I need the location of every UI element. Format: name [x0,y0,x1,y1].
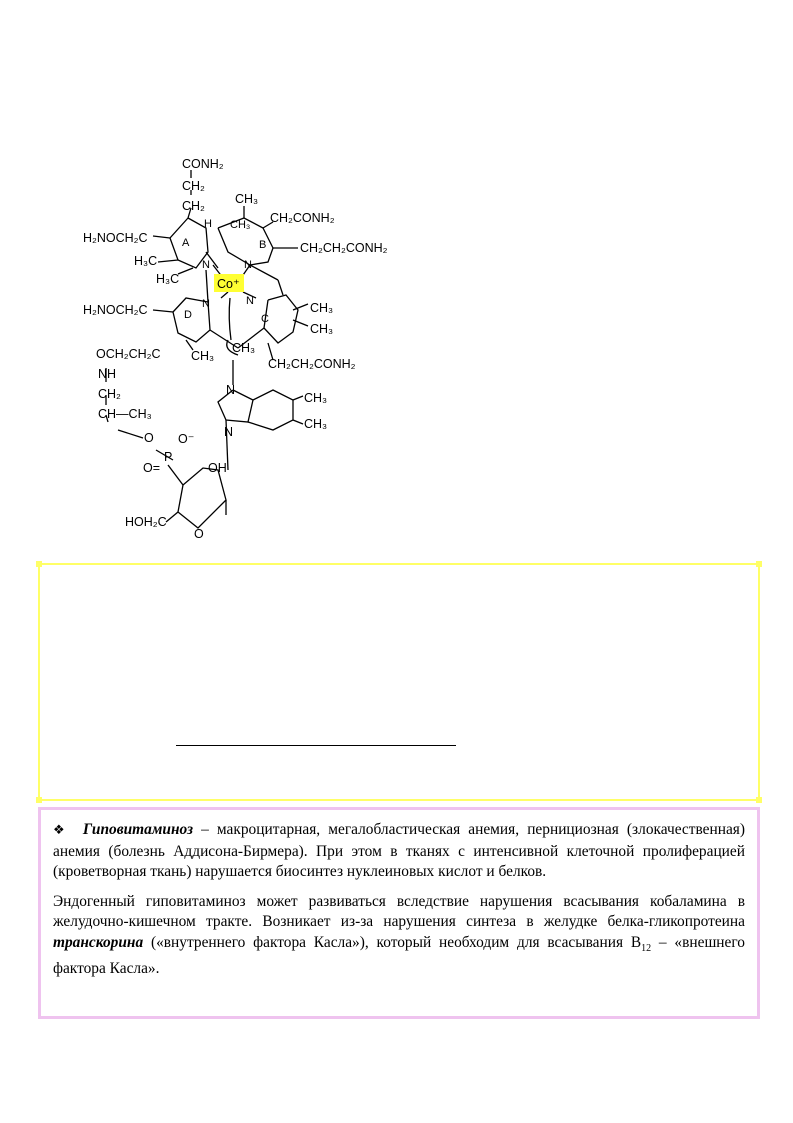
term-hypovitaminosis: Гиповитаминоз [82,821,193,838]
group-ch2ch2conh2-right: CH₂CH₂CONH₂ [300,241,388,255]
b12-subscript: 12 [641,942,652,954]
group-o-ring: O [194,527,204,540]
group-oh: OH [208,461,227,475]
hypovitaminosis-paragraph [53,820,745,883]
frame-corner [756,797,762,803]
group-ch2conh2-right: CH₂CONH₂ [270,211,335,225]
hypovitaminosis-text: – макроцитарная, мегалобластическая анемия, пернициозная (злокачественная) анемия (болезнь Аддисона-Бирмера). При этом в тканях с интенсивной клеточной пролиферацией (кроветворная ткань) нарушается биосинтез нуклеиновых кислот и белков. [53,821,746,880]
ring-d-label: D [184,309,192,321]
endogenous-text-c: – «внешнего фактора Касла». [53,933,745,978]
ring-c-label: C [261,313,269,325]
term-transcorin: транскорина [53,933,144,951]
group-h3c-2: H₃C [156,272,180,286]
group-h2noch2c-upper: H₂NOCH₂C [83,231,148,245]
group-ch3-c1: CH₃ [310,301,334,315]
group-hoh2c: HOH₂C [125,515,167,529]
group-ch3-bz2: CH₃ [304,417,328,431]
hypovitaminosis-box [38,807,760,1019]
nitrogen-3: N [202,298,210,310]
group-ch2-3: CH₂ [98,387,121,401]
group-ch3-bz1: CH₃ [304,391,328,405]
nitrogen-4: N [246,295,254,307]
cobalamin-structure-drawing [78,150,408,540]
frame-corner [36,797,42,803]
frame-corner [36,561,42,567]
group-o-double: O= [143,461,161,475]
group-ch2-2: CH₂ [182,199,205,213]
group-h-top: H [204,218,212,230]
group-ch3-c2: CH₃ [310,322,334,336]
ring-a-label: A [182,237,190,249]
blank-underline [176,745,456,746]
group-conh2-top: CONH₂ [182,157,224,171]
cobalt-label: Co⁺ [217,277,240,291]
group-p: P [164,450,173,464]
group-ch3-top: CH₃ [235,192,259,206]
endogenous-text-b: («внутреннего фактора Касла»), который необходим для всасывания B [143,933,642,951]
group-h3c-1: H₃C [134,254,158,268]
cobalamin-structure [78,150,408,540]
diamond-bullet-icon: ❖ [53,823,69,838]
group-nh: NH [98,367,117,381]
group-h2noch2c-lower: H₂NOCH₂C [83,303,148,317]
group-o-ester: O [144,431,154,445]
group-ch2-1: CH₂ [182,179,205,193]
group-och2ch2c: OCH₂CH₂C [96,347,161,361]
group-ch3-inner: CH₃ [230,219,251,231]
endogenous-text-a: Эндогенный гиповитаминоз может развиваться вследствие нарушения всасывания кобаламина в желудочно-кишечном тракте. Возникает из-за нарушения синтеза в желудке белка-гликопротеина [53,892,745,930]
group-n-bz2: N [224,425,234,439]
yellow-frame [38,563,760,801]
endogenous-paragraph [53,892,745,980]
group-ch-ch3: CH—CH₃ [98,407,152,421]
nitrogen-2: N [244,259,252,271]
nitrogen-1: N [202,259,210,271]
group-ch3-mid: CH₃ [232,341,256,355]
group-o-minus: O⁻ [178,432,195,446]
group-n-bz1: N [226,383,236,397]
ring-b-label: B [259,239,267,251]
group-ch2ch2conh2-lower: CH₂CH₂CONH₂ [268,357,356,371]
frame-corner [756,561,762,567]
group-ch3-bottom: CH₃ [191,349,215,363]
